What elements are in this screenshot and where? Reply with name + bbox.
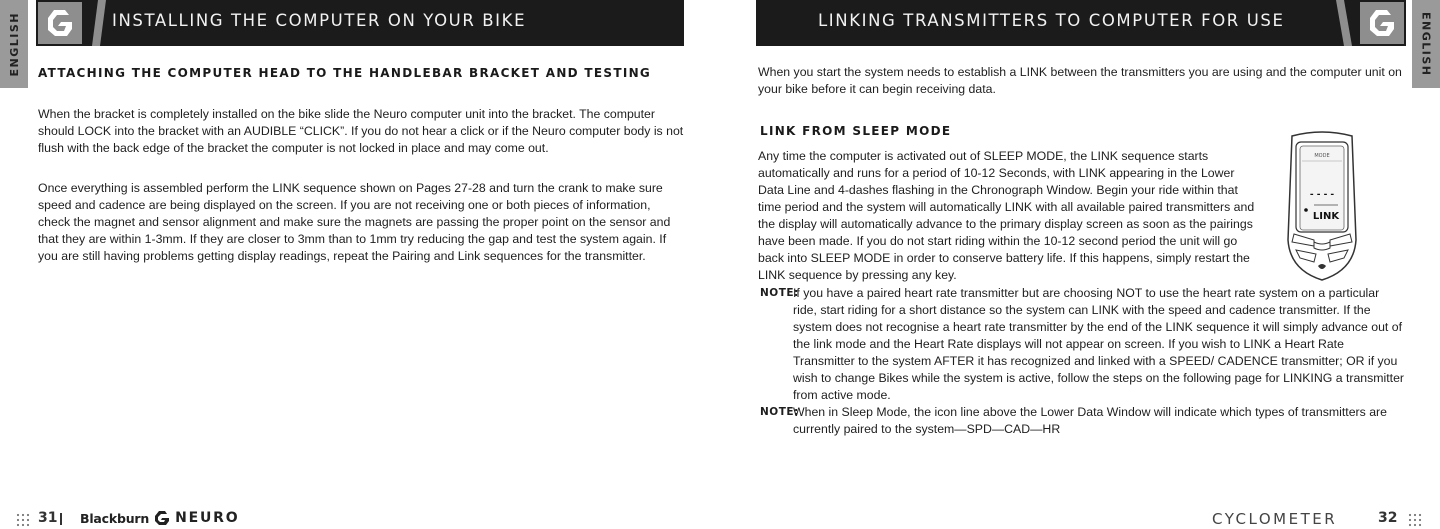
brand-footer [80,510,239,526]
left-page-number: 31 [38,510,58,526]
device-mode-label: MODE [1314,153,1330,159]
right-intro: When you start the system needs to establish a LINK between the transmitters you are using and the computer unit on your bike before it can begin receiving data. [758,65,1402,96]
right-language-label: ENGLISH [1419,11,1433,77]
right-dots-icon [1408,513,1424,527]
left-paragraph-2: Once everything is assembled perform the LINK sequence shown on Pages 27-28 and turn the crank to make sure speed and cadence are being displayed on the screen. If you are not receiving one or both pieces of information, check the magnet and sensor alignment and make sure the magnets are passing the proper point on the sensor and that they are within 1-3mm. If they are closer to 3mm than to 1mm try reducing the gap and test the system again. If you are still having problems getting display readings, repeat the Pairing and Link sequences for the transmitter. [38,181,671,263]
right-header-bar [756,0,1406,46]
right-logo-box [1360,2,1404,44]
brand-product: NEURO [175,510,240,526]
brand-name: Blackburn [80,510,150,526]
note-2 [760,404,1405,438]
left-language-tab [0,0,28,88]
right-language-tab [1412,0,1440,88]
left-page-number-bar [60,513,62,525]
right-section-heading: LINK FROM SLEEP MODE [760,124,952,138]
right-page-number: 32 [1378,510,1398,526]
left-logo-box [38,2,82,44]
sleep-mode-paragraph: Any time the computer is activated out of SLEEP MODE, the LINK sequence starts automatically and runs for a period of 10-12 Seconds, with LINK appearing in the Lower Data Line and 4-dashes flashing in the Chronograph Window. Begin your ride within that time period and the system will automatically LINK with all available paired transmitters and the display will automatically advance to the primary display screen as soon as the pairings have been made. If you do not start riding within the 10-12 second period the unit will go back into SLEEP MODE in order to conserve battery life. If this happens, simply restart the LINK sequence by pressing any key. [758,149,1255,282]
right-header-slash [1336,0,1358,46]
left-paragraph-1: When the bracket is completely installed on the bike slide the Neuro computer unit into the bracket. The computer should LOCK into the bracket with an AUDIBLE “CLICK”. If you do not hear a click or if the Neuro computer body is not flush with the back edge of the bracket the computer is not locked in place and may come out. [38,107,684,155]
cyclometer-footer-title: CYCLOMETER [1212,510,1338,528]
left-header-bar [36,0,684,46]
note-1 [760,285,1405,404]
right-header-title: LINKING TRANSMITTERS TO COMPUTER FOR USE [818,11,1285,30]
neuro-device-illustration [1284,130,1360,282]
left-section-heading: ATTACHING THE COMPUTER HEAD TO THE HANDLEBAR BRACKET AND TESTING [38,66,652,80]
device-link-text: LINK [1312,211,1340,222]
note-2-label: NOTE: [760,406,799,418]
left-dots-icon [16,513,32,527]
device-dashes: - - - - [1309,190,1335,200]
neuro-logo-icon [153,510,171,526]
left-header-title: INSTALLING THE COMPUTER ON YOUR BIKE [112,11,527,30]
left-header-slash [84,0,106,46]
device-indicator-dot [1304,208,1308,212]
left-language-label: ENGLISH [7,11,21,77]
note-1-text: If you have a paired heart rate transmitter but are choosing NOT to use the heart rate system on a particular ride, start riding for a short distance so the system can LINK with the speed and cadence transmitter. If the system does not recognise a heart rate transmitter by the end of the LINK sequence it will simply advance out of the link mode and the Heart Rate displays will not appear on screen. If you wish to LINK a Heart Rate Transmitter to the system AFTER it has recognized and linked with a SPEED/ CADENCE transmitter; OR if you wish to change Bikes while the system is active, follow the steps on the following page for LINKING a transmitter from active mode. [793,286,1405,402]
note-2-text: When in Sleep Mode, the icon line above the Lower Data Window will indicate which types of transmitters are currently paired to the system—SPD—CAD—HR [793,405,1387,436]
note-1-label: NOTE: [760,287,799,299]
blackburn-logo-icon [43,6,77,40]
blackburn-logo-icon [1365,6,1399,40]
